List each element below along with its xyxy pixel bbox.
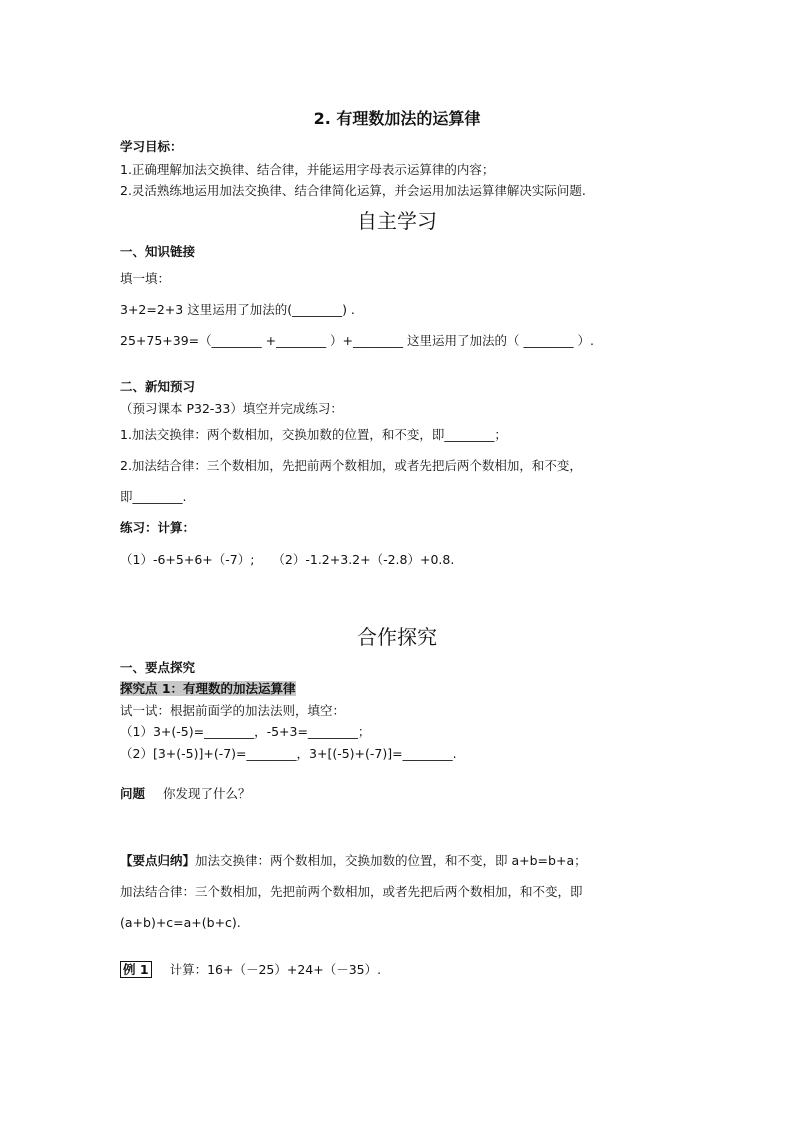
question-label: 问题	[120, 786, 146, 801]
objective-2: 2.灵活熟练地运用加法交换律、结合律简化运算，并会运用加法运算律解决实际问题.	[120, 183, 586, 198]
preview-line-2: 2.加法结合律：三个数相加，先把前两个数相加，或者先把后两个数相加，和不变，	[120, 458, 582, 473]
document-title: 2. 有理数加法的运算律	[313, 109, 481, 128]
question-text: 你发现了什么？	[163, 786, 251, 801]
fill-line-1: 3+2=2+3 这里运用了加法的(________) .	[120, 302, 355, 317]
summary-line-2: 加法结合律：三个数相加，先把前两个数相加，或者先把后两个数相加，和不变，即	[120, 884, 583, 899]
exercise-1: （1）-6+5+6+（-7）;	[120, 552, 255, 567]
knowledge-link-heading: 一、知识链接	[120, 244, 196, 259]
example-label: 例 1	[120, 961, 152, 978]
section-self-study: 自主学习	[357, 209, 437, 233]
summary-label: 【要点归纳】	[120, 853, 196, 868]
section-coop: 合作探究	[357, 625, 437, 649]
exercise-label: 练习：计算：	[120, 520, 196, 535]
point1-label	[120, 680, 296, 698]
summary-line-1	[120, 852, 587, 870]
exercise-line	[120, 551, 454, 569]
summary-line-3: (a+b)+c=a+(b+c).	[120, 915, 241, 930]
fill-prompt: 填一填：	[120, 271, 171, 286]
fill-line-2: 25+75+39=（________ +________ ）+________ 这里运用了加法的（ ________ ）.	[120, 333, 594, 348]
example-line	[120, 961, 381, 979]
question-line	[120, 785, 251, 803]
preview-note: （预习课本 P32-33）填空并完成练习：	[120, 401, 343, 416]
try-2: （2）[3+(-5)]+(-7)=________，3+[(-5)+(-7)]=________.	[120, 746, 457, 761]
example-text: 计算：16+（－25）+24+（－35）.	[169, 962, 382, 977]
objectives-heading: 学习目标：	[120, 139, 183, 154]
exercise-2: （2）-1.2+3.2+（-2.8）+0.8.	[272, 552, 455, 567]
point1-highlight: 探究点 1：有理数的加法运算律	[120, 681, 296, 696]
summary-1: 加法交换律：两个数相加，交换加数的位置，和不变，即 a+b=b+a；	[195, 853, 587, 868]
try-line: 试一试：根据前面学的加法法则，填空：	[120, 703, 346, 718]
objective-1: 1.正确理解加法交换律、结合律，并能运用字母表示运算律的内容；	[120, 162, 495, 177]
preview-line-1: 1.加法交换律：两个数相加，交换加数的位置，和不变，即________；	[120, 427, 507, 442]
preview-heading: 二、新知预习	[120, 379, 196, 394]
preview-line-3: 即________.	[120, 489, 187, 504]
key-points-heading: 一、要点探究	[120, 660, 196, 675]
try-1: （1）3+(-5)=________，-5+3=________；	[120, 724, 371, 739]
